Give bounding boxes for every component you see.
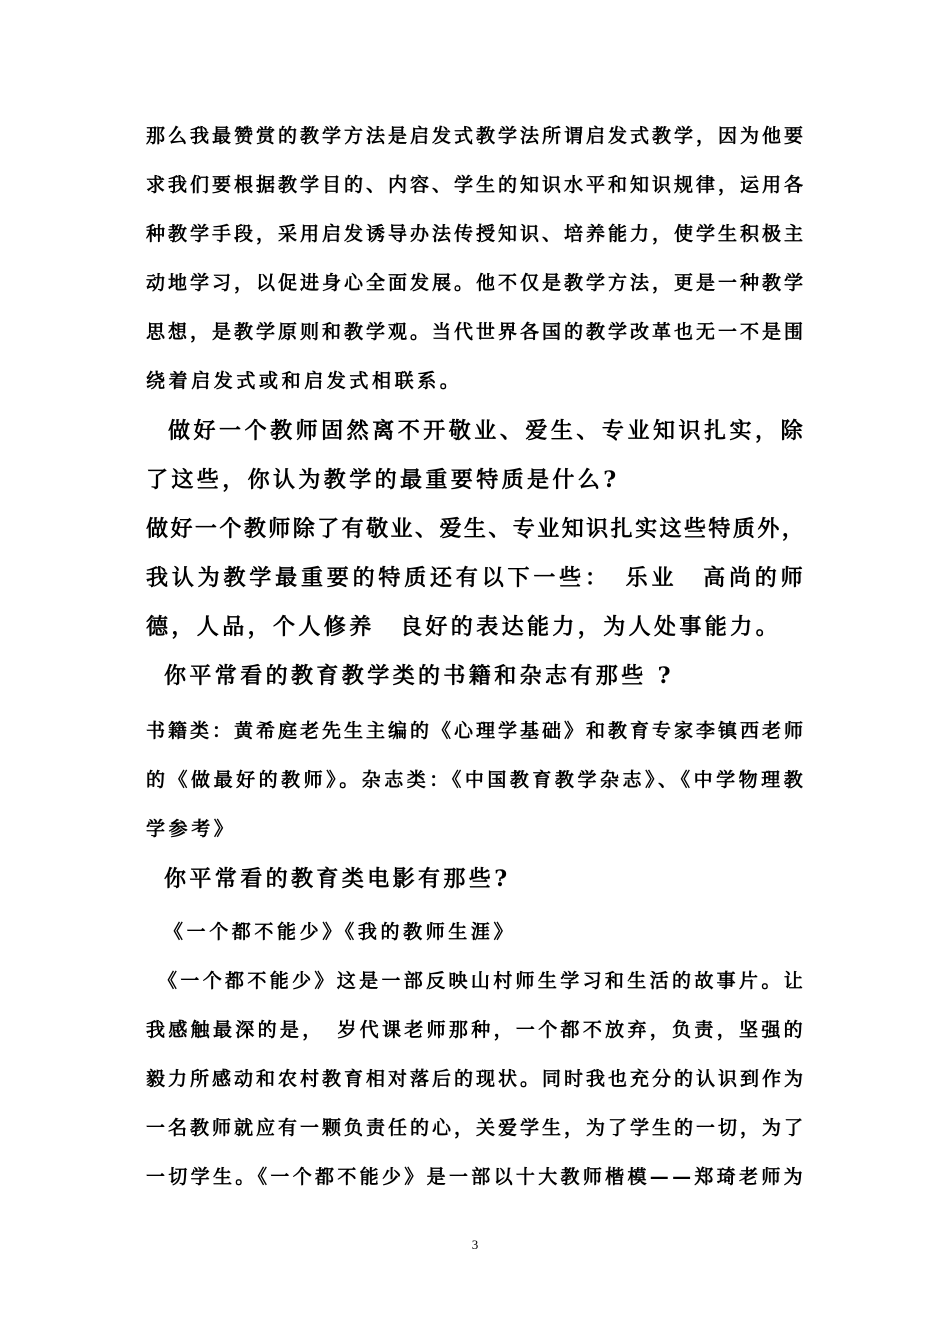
text-line: 动地学习，以促进身心全面发展。他不仅是教学方法，更是一种教学 bbox=[146, 272, 807, 294]
text-line: 我感触最深的是， 岁代课老师那种，一个都不放弃，负责，坚强的 bbox=[146, 1019, 806, 1041]
text-line: 书籍类：黄希庭老先生主编的《心理学基础》和教育专家李镇西老师 bbox=[146, 720, 807, 742]
text-line: 求我们要根据教学目的、内容、学生的知识水平和知识规律，运用各 bbox=[146, 174, 807, 196]
text-line: 《一个都不能少》《我的教师生涯》 bbox=[164, 921, 517, 943]
text-line: 种教学手段，采用启发诱导办法传授知识、培养能力，使学生积极主 bbox=[146, 223, 807, 245]
text-line: 的《做最好的教师》。杂志类：《中国教育教学杂志》、《中学物理教 bbox=[146, 769, 806, 791]
text-line: 那么我最赞赏的教学方法是启发式教学法所谓启发式教学，因为他要 bbox=[146, 125, 807, 147]
text-line: 德，人品，个人修养 良好的表达能力，为人处事能力。 bbox=[146, 614, 782, 640]
text-line: 思想，是教学原则和教学观。当代世界各国的教学改革也无一不是围 bbox=[146, 321, 807, 343]
text-line: 一名教师就应有一颗负责任的心，关爱学生，为了学生的一切，为了 bbox=[146, 1117, 807, 1139]
text-line: 绕着启发式或和启发式相联系。 bbox=[146, 370, 463, 392]
question-heading: 了这些，你认为教学的最重要特质是什么? bbox=[146, 467, 620, 493]
text-line: 《一个都不能少》这是一部反映山村师生学习和生活的故事片。让 bbox=[158, 970, 806, 992]
page-number: 3 bbox=[471, 1237, 479, 1252]
text-line: 一切学生。《一个都不能少》是一部以十大教师楷模——郑琦老师为 bbox=[146, 1166, 806, 1188]
question-heading: 你平常看的教育类电影有那些? bbox=[164, 866, 511, 892]
text-line: 做好一个教师除了有敬业、爱生、专业知识扎实这些特质外， bbox=[146, 516, 806, 542]
question-heading: 做好一个教师固然离不开敬业、爱生、专业知识扎实，除 bbox=[168, 418, 806, 444]
question-heading: 你平常看的教育教学类的书籍和杂志有那些 ? bbox=[164, 663, 674, 689]
text-line: 我认为教学最重要的特质还有以下一些： 乐业 高尚的师 bbox=[146, 565, 806, 591]
text-line: 学参考》 bbox=[146, 818, 237, 840]
text-line: 毅力所感动和农村教育相对落后的现状。同时我也充分的认识到作为 bbox=[146, 1068, 807, 1090]
